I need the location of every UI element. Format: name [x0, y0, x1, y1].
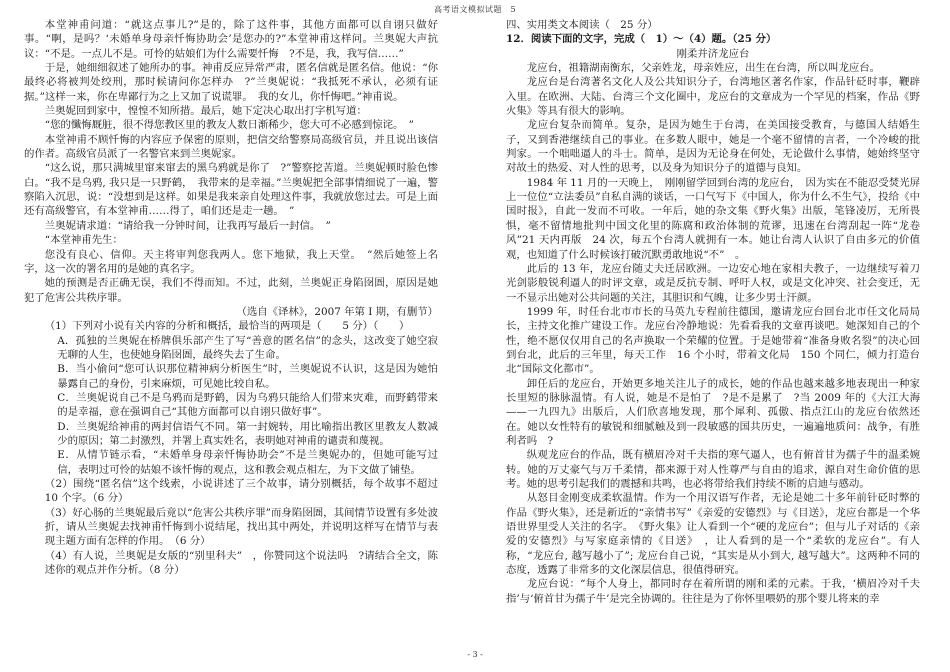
right-column	[506, 18, 920, 606]
article-paragraph: 龙应台，祖籍湖南衡东，父亲姓龙，母亲姓应，出生在台湾，所以叫龙应台。	[526, 62, 881, 75]
article-paragraph: 龙应台说：“每个人身上，都同时存在着所谓的刚和柔的元素。于我，‘横眉冷对千夫指’与‘俯首甘为孺子牛’是完全协调的。往往是为了你怀里喂奶的那个婴儿将来的幸	[506, 578, 920, 605]
question-3: （3）好心肠的兰奥妮最后竟以“危害公共秩序罪”而身陷囹圄，其间情节设置有多处波折，请从兰奥妮去找神甫忏悔到小说结尾，找出其中两处，并说明这样写在情节与表现主题方面有怎样的作用。 （6 分）	[44, 506, 438, 548]
question-12-prompt: 12．阅读下面的文字，完成（ 1）～（4）题。（25 分）	[506, 33, 777, 46]
option-c: C．兰奥妮说自己不是乌鸦而是野鹤，因为乌鸦只能给人们带来灾难，而野鹤带来的是幸福，意在强调自己“其他方面都可以自诩只做好事”。	[57, 391, 438, 419]
story-paragraph: 兰奥妮请求道：“请给我一分钟时间，让我再写最后一封信。 ”	[44, 219, 331, 232]
source-citation: （选自《译林》，2007 年第 I 期，有删节）	[236, 305, 438, 318]
option-e: E．从情节链示看，“未婚单身母亲忏悔协助会”不是兰奥妮办的，但她可能写过信，表明过可怜的姑娘不该忏悔的观点，这和教会观点相左，为下文做了铺垫。	[57, 449, 438, 476]
story-paragraph: “您的懺悔厩脏，很不得您教区里的教友人数日渐稀少，您大可不必感到惊诧。 ”	[44, 119, 414, 132]
option-d: D．兰奥妮给神甫的两封信语气不同。第一封婉转，用比喻指出教区里教友人数减少的原因；第二封激烈，并署上真实姓名，表明她对神甫的谴责和蔑视。	[57, 420, 438, 447]
article-paragraph: 1999 年，时任台北市市长的马英九专程前往德国，邀请龙应台回台北市任文化局局长，主持文化推广建设工作。龙应台冷静地说：先看看我的文章再谈吧。她深知自己的个性，绝不愿仅仅用自己的名声换取一个荣耀的位置。于是她带着“准备身败名裂”的决心回到台北，此后的三年里，每天工作 16 个小时，带着文化局 150 个同仁，倾力打造台北“国际文化都市”。	[506, 305, 920, 376]
page-header: 高考语文模拟试题 5	[433, 5, 517, 14]
story-paragraph: 本堂神甫不顾忏悔的内容应予保密的原则，把信交给警察局高级官员，并且说出该信的作者。高级官员派了一名警官来到兰奥妮家。	[24, 133, 438, 161]
story-paragraph: 于是，她细细叙述了她所办的事。神甫反应异常严肃，匿名信就是匿名信。他说：“你最终必将被判处绞刑，那时候请问你怎样办 ?”兰奥妮说：“我抵死不承认，必须有证据。”这样一来，你在卑鄙行为之上又加了说谎罪。 我的女儿，你忏悔吧。”神甫说。	[24, 62, 438, 103]
section-heading: 四、实用类文本阅读（ 25 分）	[506, 19, 658, 31]
article-title: 刚柔并济龙应台	[676, 47, 750, 60]
article-paragraph: 卸任后的龙应台，开始更多地关注儿子的成长，她的作品也越来越多地表现出一种家长里短的脉脉温情。有人说，她是不是怕了 ?是不是累了 ?当 2009 年的《大江大海——一九四九》出版后，人们欣喜地发现，那个犀利、孤傲、指点江山的龙应台依然还在。她以女性特有的敏锐和细腻触及到一段敏感的国共历史，一遍遍地质问：战争，有胜利者吗 ?	[506, 377, 920, 447]
article-paragraph: 龙应台是台湾著名文化人及公共知识分子，台湾地区著名作家，作品针砭时事，鞭辟入里。在欧洲、大陆、台湾三个文化圈中，龙应台的文章成为一个罕见的档案，作品《野火集》等具有很大的影响。	[506, 76, 920, 118]
story-paragraph: “本堂神甫先生：	[44, 234, 123, 247]
story-paragraph: 她的预测是否正确无误，我们不得而知。不过，此刻，兰奥妮正身陷囹圄，原因是她犯了危害公共秩序罪。	[24, 277, 438, 304]
left-column	[24, 18, 438, 577]
article-paragraph: 从怒目金刚变成柔软温情。作为一个用汉语写作者，无论是她二十多年前针砭时弊的作品《野火集》，还是新近的“亲情书写”《亲爱的安德烈》与《目送》，龙应台都是一个华语世界里受人关注的名字。 《野火集》让人看到一个“硬的龙应台”；但与儿子对话的《亲爱的安德烈》与写家庭亲情的《目送》 ，让人看到的是一个“柔软的龙应台”。有人称，“龙应台, 越写越小了”; 龙应台自己说，“其实是从小到大, 越写越大”。这两种不同的态度，透露了非常多的文化深层信息，很值得研究。	[506, 492, 920, 577]
story-paragraph: “这么说，那只满城里窜来窜去的黑乌鸦就是你了 ?”警察挖苦道。兰奥妮顿时脸色惨白。“我不是乌鸦, 我只是一只野鹤， 我带来的是幸福。”兰奥妮把全部事情细说了一遍，警察陷入沉思，说：“没想到是这样。如果是我来亲自处理这件事，我就放您过去。可是上面还有高级警官，有本堂神甫……得了，咱们还是走一趟。 ”	[24, 162, 438, 218]
question-2: （2）围绕“匿名信”这个线索，小说讲述了三个故事，请分别概括，每个故事不超过 10 个字。（6 分）	[44, 478, 438, 505]
question-1: （1）下列对小说有关内容的分析和概括，最恰当的两项是（ 5 分）（ ）	[44, 320, 410, 333]
option-b: B．当小偷问“您可认识那位精神病分析医生”时，兰奥妮说不认识，这是因为她怕暴露自己的身份，引来麻烦，可见她比较自私。	[57, 363, 438, 390]
question-4: （4）有人说，兰奥妮是女版的“别里科夫” ，你赞同这个说法吗 ?请结合全文，陈述你的观点并作分析。（8 分）	[44, 549, 438, 577]
article-paragraph: 1984 年 11 月的一天晚上， 刚刚留学回到台湾的龙应台， 因为实在不能忍受焚光屏上一位位“立法委员”自私自满的谈话，一口气写下《中国人，你为什么不生气》，投给《中国时报》，自此一发而不可收。一年后，她的杂文集《野火集》出版，笔锋凌厉，无所畏惧，毫不留情地批判中国文化里的陈腐和政治体制的荒谬，迅速在台湾刮起一阵“龙卷风”21 天内再版 24 次，每五个台湾人就拥有一本。她让台湾人认识了自由多元的价值观，也知道了什么时候该打破沉默勇敢地说“不” 。	[506, 176, 920, 261]
story-paragraph: 兰奥妮回到家中，惶惶不知所措。最后，她下定决心取出打字机写道：	[44, 105, 367, 118]
article-paragraph: 纵观龙应台的作品，既有横眉冷对千夫指的寒气逼人，也有俯首甘为孺子牛的温柔婉转。她的万丈豪气与万千柔情，都来源于对人性尊严与自由的追求，源自对生命价值的思考。她的思考引起我们的震撼和共鸣，也必将带给我们持续不断的启迪与感动。	[506, 449, 920, 490]
article-paragraph: 龙应台复杂而简单。复杂，是因为她生于台湾，在美国接受教育，与德国人结婚生子，又到香港继续自己的事业。在多数人眼中，她是一个毫不留情的言者，一个冷峻的批判家。一个咄咄逼人的斗士。简单，是因为无论身在何处，无论做什么事情，她始终坚守对故土的热爱、对人性的思考，以及身为知识分子的道德与良知。	[506, 119, 920, 175]
story-paragraph: 您没有良心、信仰。天主将审判您我两人。您下地狱，我上天堂。 ”然后她签上名字，这一次的署名用的是她的真名字。	[24, 248, 438, 275]
article-paragraph: 此后的 13 年，龙应台随丈夫迁居欧洲。一边安心地在家相夫教子，一边继续写着刀光剑影般锐利逼人的时评文章，或是反抗专制、呼吁人权，或是文化冲突、社会变迁，无一不显示出她对公共问题的关注，其胆识和气魄，让多少男士汗颜。	[506, 262, 920, 304]
option-a: A．孤独的兰奥妮在桥牌俱乐部产生了写“善意的匿名信”的念头，这改变了她空寂无聊的人生，也使她身陷囹圄，最终失去了生命。	[57, 334, 438, 361]
page-number: - 3 -	[467, 650, 483, 659]
story-paragraph: 本堂神甫问道：“就这点事儿?”是的，除了这件事，其他方面都可以自诩只做好事。“啊，是吗？‘未婚单身母亲忏悔协助会’是您办的?”本堂神甫这样问。兰奥妮大声抗议：“不是。一点儿不是。可怜的姑娘们为什么需要忏悔 ?不是，我，我写信……”	[24, 19, 438, 60]
